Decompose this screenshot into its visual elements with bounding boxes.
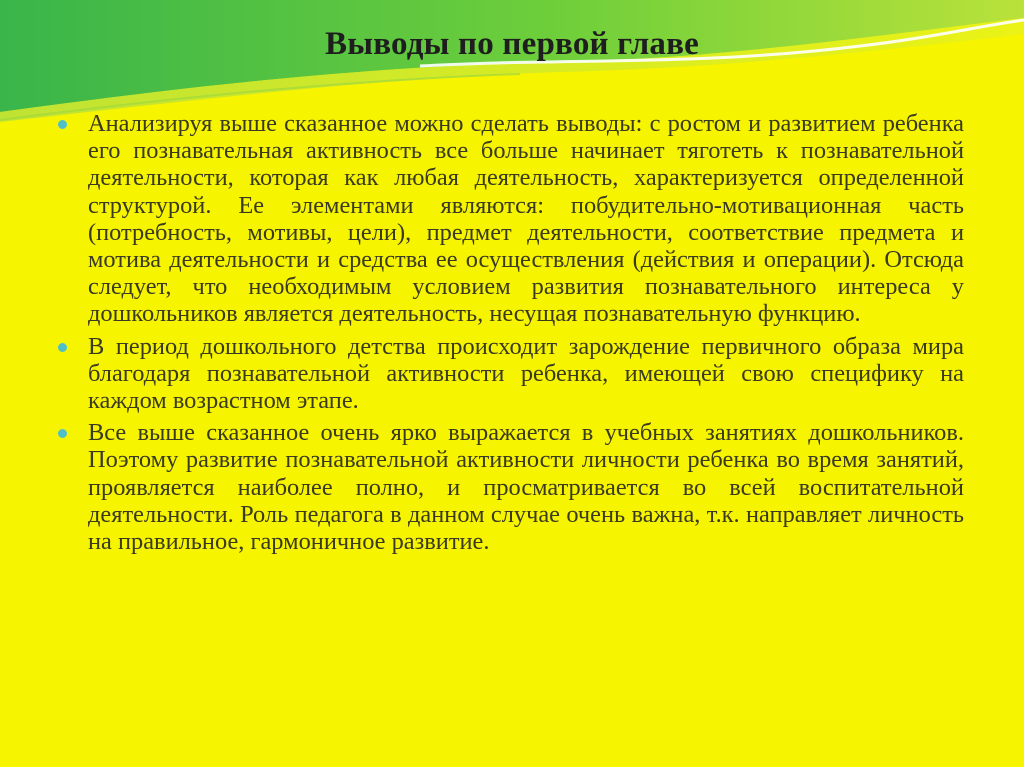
bullet-icon [58, 120, 67, 129]
bullet-list [58, 110, 964, 560]
bullet-text: Анализируя выше сказанное можно сделать выводы: с ростом и развитием ребенка его познавательная активность все больше начинает тяготеть к познавательной деятельности, которая как любая деятельность, характеризуется определенной структурой. Ее элементами являются: побудительно-мотивационная часть (потребность, мотивы, цели), предмет деятельности, соответствие предмета и мотива деятельности и средства ее осуществления (действия и операции). Отсюда следует, что необходимым условием развития познавательного интереса у дошкольников является деятельность, несущая познавательную функцию. [88, 110, 964, 328]
list-item [58, 333, 964, 415]
bullet-text: В период дошкольного детства происходит зарождение первичного образа мира благодаря познавательной активности ребенка, имеющей свою специфику на каждом возрастном этапе. [88, 332, 964, 415]
bullet-icon [58, 429, 67, 438]
list-item [58, 110, 964, 328]
slide-title: Выводы по первой главе [325, 26, 699, 62]
list-item [58, 419, 964, 555]
bullet-icon [58, 343, 67, 352]
bullet-text: Все выше сказанное очень ярко выражается в учебных занятиях дошкольников. Поэтому развитие познавательной активности личности ребенка во время занятий, проявляется наиболее полно, и просматривается во всей воспитательной деятельности. Роль педагога в данном случае очень важна, т.к. направляет личность на правильное, гармоничное развитие. [88, 419, 964, 556]
